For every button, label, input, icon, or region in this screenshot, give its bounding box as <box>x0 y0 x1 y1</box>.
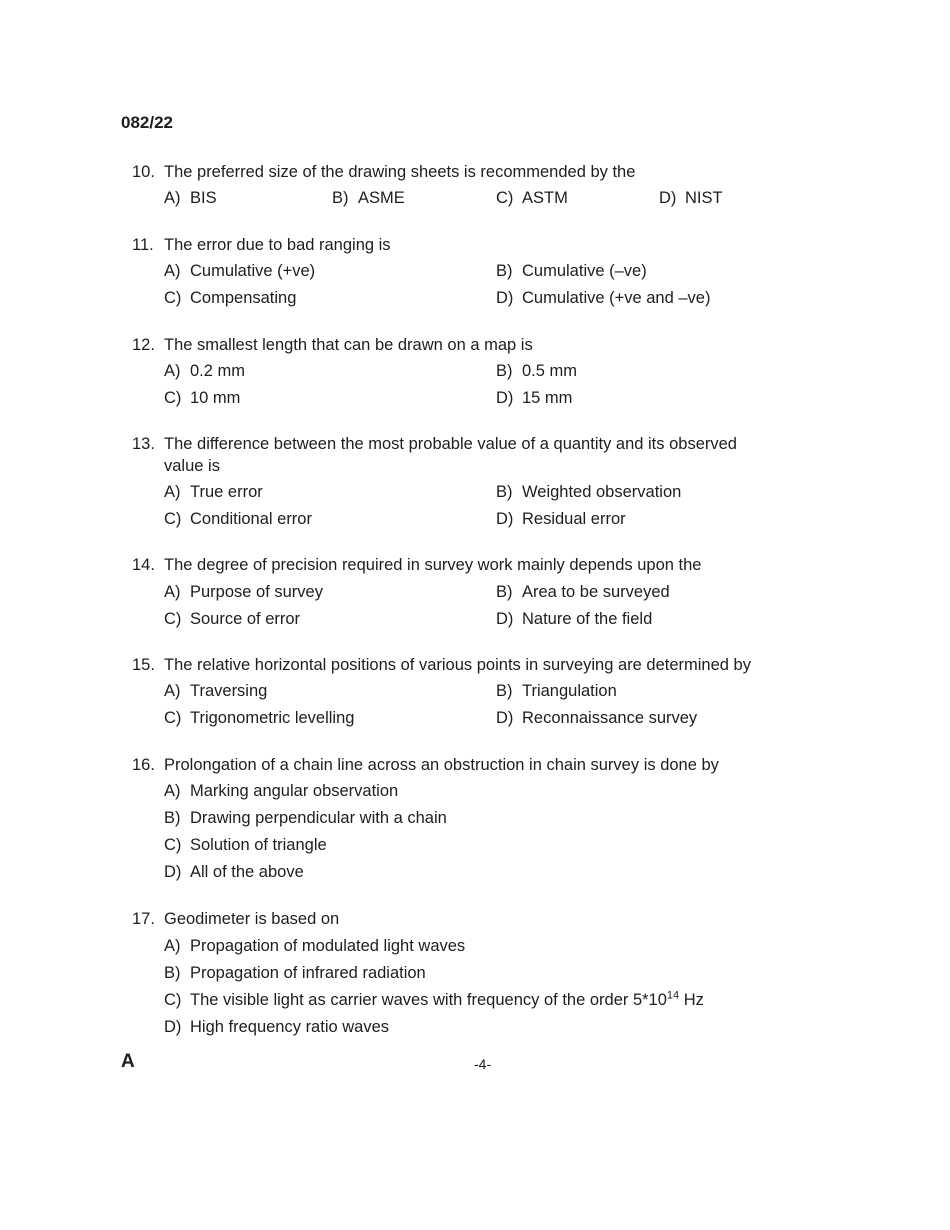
option-d: D) Reconnaissance survey <box>496 709 698 727</box>
page-number: -4- <box>474 1056 492 1072</box>
paper-code: 082/22 <box>121 113 173 132</box>
option-a: A) Cumulative (+ve) <box>164 262 316 280</box>
option-c: C) Conditional error <box>164 510 312 528</box>
option-b: B) 0.5 mm <box>496 362 578 380</box>
option-b: B) Cumulative (–ve) <box>496 262 647 280</box>
option-a: A) True error <box>164 483 263 501</box>
question-10 <box>132 161 812 237</box>
question-number: 16. <box>132 756 155 774</box>
option-b: B) Propagation of infrared radiation <box>164 964 426 982</box>
question-text: The degree of precision required in survey work mainly depends upon the <box>164 556 702 574</box>
question-number: 15. <box>132 656 155 674</box>
question-text: The preferred size of the drawing sheets is recommended by the <box>164 163 636 181</box>
option-a: A) BIS <box>164 189 217 207</box>
question-number: 13. <box>132 435 155 453</box>
option-d: D) NIST <box>659 189 723 207</box>
question-text: The relative horizontal positions of various points in surveying are determined by <box>164 656 751 674</box>
option-b: B) Area to be surveyed <box>496 583 670 601</box>
option-c: C) Solution of triangle <box>164 836 327 854</box>
question-number: 11. <box>132 236 154 254</box>
option-a: A) Marking angular observation <box>164 782 399 800</box>
option-c: C) Source of error <box>164 610 301 628</box>
question-12 <box>132 334 812 416</box>
question-11 <box>132 234 812 316</box>
question-text: The smallest length that can be drawn on a map is <box>164 336 533 354</box>
option-d: D) Nature of the field <box>496 610 653 628</box>
question-text: Geodimeter is based on <box>164 910 340 928</box>
question-14 <box>132 554 812 636</box>
option-d: D) Cumulative (+ve and –ve) <box>496 289 711 307</box>
question-16 <box>132 754 812 890</box>
question-number: 10. <box>132 163 155 181</box>
option-d: D) 15 mm <box>496 389 573 407</box>
option-c: C) ASTM <box>496 189 568 207</box>
option-b: B) Triangulation <box>496 682 617 700</box>
option-c: C) 10 mm <box>164 389 241 407</box>
option-c: C) The visible light as carrier waves with frequency of the order $5*10^{14}$ Hz <box>164 989 704 1009</box>
question-number: 12. <box>132 336 155 354</box>
question-text: The difference between the most probable value of a quantity and its observed value is <box>164 435 737 475</box>
option-d: D) Residual error <box>496 510 626 528</box>
option-b: B) ASME <box>332 189 405 207</box>
option-c: C) Compensating <box>164 289 297 307</box>
option-a: A) Purpose of survey <box>164 583 323 601</box>
option-a: A) Traversing <box>164 682 268 700</box>
option-a: A) 0.2 mm <box>164 362 246 380</box>
question-number: 17. <box>132 910 155 928</box>
question-15 <box>132 654 812 736</box>
question-17 <box>132 908 812 1044</box>
option-c: C) Trigonometric levelling <box>164 709 355 727</box>
option-d: D) All of the above <box>164 863 304 881</box>
question-13 <box>132 433 772 537</box>
question-text: Prolongation of a chain line across an obstruction in chain survey is done by <box>164 756 719 774</box>
option-b: B) Weighted observation <box>496 483 682 501</box>
option-d: D) High frequency ratio waves <box>164 1018 390 1036</box>
exponent: 14 <box>666 989 680 1002</box>
option-b: B) Drawing perpendicular with a chain <box>164 809 447 827</box>
question-number: 14. <box>132 556 155 574</box>
option-a: A) Propagation of modulated light waves <box>164 937 466 955</box>
question-text: The error due to bad ranging is <box>164 236 391 254</box>
series-letter: A <box>121 1051 135 1072</box>
